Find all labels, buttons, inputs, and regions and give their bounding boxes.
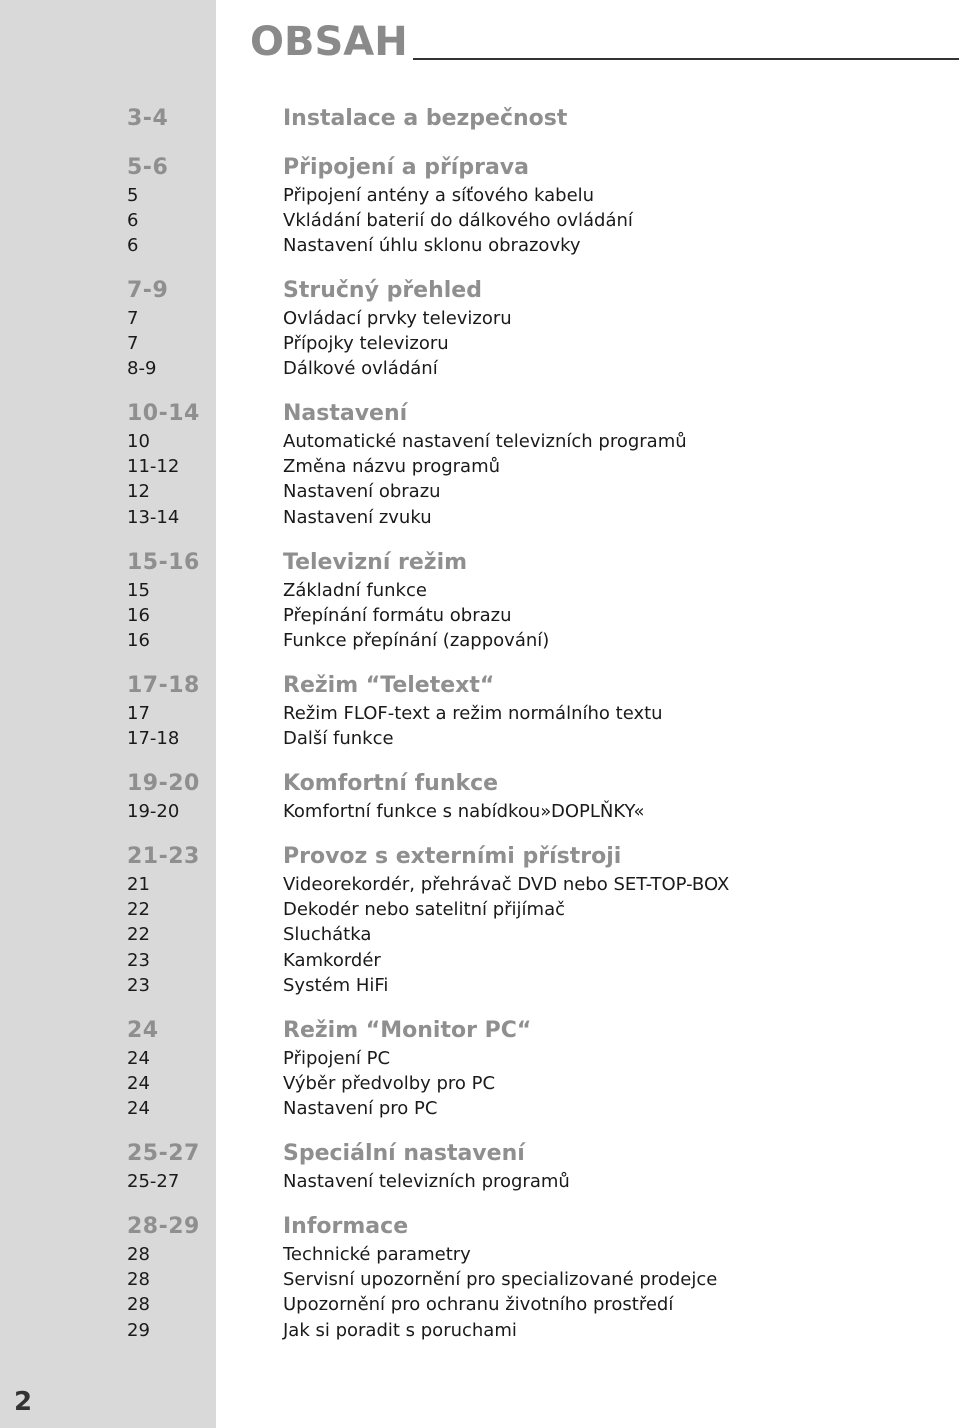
entry-page: 15	[127, 580, 150, 601]
toc-entry[interactable]	[0, 505, 960, 530]
section-heading[interactable]	[0, 276, 960, 301]
section-title: Režim “Monitor PC“	[283, 1018, 532, 1043]
toc-entry[interactable]	[0, 628, 960, 653]
section-heading[interactable]	[0, 1139, 960, 1164]
section-heading[interactable]	[0, 842, 960, 867]
section-title: Režim “Teletext“	[283, 673, 495, 698]
toc-entry[interactable]	[0, 799, 960, 824]
section-heading[interactable]	[0, 153, 960, 178]
toc-entry[interactable]	[0, 948, 960, 973]
section-heading[interactable]	[0, 1016, 960, 1041]
entry-page: 7	[127, 308, 139, 329]
section-title: Informace	[283, 1214, 409, 1239]
entry-page: 17-18	[127, 728, 180, 749]
page-title: OBSAH	[250, 19, 408, 65]
entry-page: 23	[127, 950, 150, 971]
entry-title: Připojení PC	[283, 1048, 391, 1069]
entry-page: 17	[127, 703, 150, 724]
toc-entry[interactable]	[0, 922, 960, 947]
entry-page: 19-20	[127, 801, 180, 822]
entry-page: 25-27	[127, 1171, 180, 1192]
toc-entry[interactable]	[0, 726, 960, 751]
section-title: Připojení a příprava	[283, 155, 529, 180]
entry-title: Režim FLOF-text a režim normálního textu	[283, 703, 663, 724]
entry-page: 28	[127, 1294, 150, 1315]
toc-entry[interactable]	[0, 356, 960, 381]
entry-title: Vkládání baterií do dálkového ovládání	[283, 210, 633, 231]
entry-page: 12	[127, 481, 150, 502]
toc-entry[interactable]	[0, 1242, 960, 1267]
section-pages: 25-27	[127, 1141, 200, 1166]
entry-title: Připojení antény a síťového kabelu	[283, 185, 595, 206]
toc-entry[interactable]	[0, 1046, 960, 1071]
toc-entry[interactable]	[0, 479, 960, 504]
section-pages: 15-16	[127, 550, 200, 575]
toc-entry[interactable]	[0, 1267, 960, 1292]
section-pages: 10-14	[127, 401, 200, 426]
entry-title: Ovládací prvky televizoru	[283, 308, 512, 329]
entry-page: 28	[127, 1244, 150, 1265]
entry-page: 10	[127, 431, 150, 452]
toc-entry[interactable]	[0, 603, 960, 628]
section-title: Nastavení	[283, 401, 408, 426]
entry-page: 22	[127, 924, 150, 945]
toc-entry[interactable]	[0, 208, 960, 233]
section-pages: 3-4	[127, 106, 169, 131]
entry-page: 16	[127, 630, 150, 651]
section-title: Speciální nastavení	[283, 1141, 525, 1166]
entry-title: Kamkordér	[283, 950, 381, 971]
section-title: Televizní režim	[283, 550, 468, 575]
entry-title: Nastavení obrazu	[283, 481, 441, 502]
toc-entry[interactable]	[0, 897, 960, 922]
entry-page: 23	[127, 975, 150, 996]
section-title: Stručný přehled	[283, 278, 482, 303]
entry-title: Základní funkce	[283, 580, 427, 601]
toc-entry[interactable]	[0, 331, 960, 356]
toc-entry[interactable]	[0, 1169, 960, 1194]
section-heading[interactable]	[0, 671, 960, 696]
toc-entry[interactable]	[0, 701, 960, 726]
entry-title: Nastavení televizních programů	[283, 1171, 570, 1192]
toc-entry[interactable]	[0, 872, 960, 897]
entry-title: Nastavení úhlu sklonu obrazovky	[283, 235, 581, 256]
toc-entry[interactable]	[0, 1096, 960, 1121]
entry-title: Upozornění pro ochranu životního prostředí	[283, 1294, 674, 1315]
entry-page: 24	[127, 1048, 150, 1069]
section-pages: 24	[127, 1018, 159, 1043]
entry-page: 28	[127, 1269, 150, 1290]
entry-title: Videorekordér, přehrávač DVD nebo SET-TOP-BOX	[283, 874, 730, 895]
section-pages: 21-23	[127, 844, 200, 869]
section-heading[interactable]	[0, 769, 960, 794]
entry-title: Změna názvu programů	[283, 456, 501, 477]
toc-entry[interactable]	[0, 233, 960, 258]
entry-page: 16	[127, 605, 150, 626]
section-pages: 17-18	[127, 673, 200, 698]
toc-entry[interactable]	[0, 1071, 960, 1096]
section-pages: 19-20	[127, 771, 200, 796]
section-pages: 5-6	[127, 155, 169, 180]
entry-title: Servisní upozornění pro specializované prodejce	[283, 1269, 718, 1290]
toc-entry[interactable]	[0, 973, 960, 998]
entry-title: Technické parametry	[283, 1244, 471, 1265]
entry-page: 6	[127, 235, 139, 256]
toc-entry[interactable]	[0, 183, 960, 208]
section-heading[interactable]	[0, 104, 960, 129]
entry-page: 5	[127, 185, 139, 206]
toc-entry[interactable]	[0, 306, 960, 331]
entry-page: 24	[127, 1073, 150, 1094]
entry-title: Nastavení pro PC	[283, 1098, 438, 1119]
entry-title: Dálkové ovládání	[283, 358, 438, 379]
section-title: Provoz s externími přístroji	[283, 844, 622, 869]
entry-title: Dekodér nebo satelitní přijímač	[283, 899, 566, 920]
section-pages: 28-29	[127, 1214, 200, 1239]
toc-entry[interactable]	[0, 578, 960, 603]
section-title: Komfortní funkce	[283, 771, 499, 796]
entry-title: Sluchátka	[283, 924, 372, 945]
entry-title: Přípojky televizoru	[283, 333, 449, 354]
toc-entry[interactable]	[0, 454, 960, 479]
entry-page: 6	[127, 210, 139, 231]
entry-title: Přepínání formátu obrazu	[283, 605, 512, 626]
toc-entry[interactable]	[0, 429, 960, 454]
entry-page: 29	[127, 1320, 150, 1341]
entry-title: Další funkce	[283, 728, 394, 749]
entry-page: 13-14	[127, 507, 180, 528]
entry-page: 22	[127, 899, 150, 920]
section-heading[interactable]	[0, 399, 960, 424]
section-heading[interactable]	[0, 1212, 960, 1237]
page-number: 2	[14, 1387, 33, 1417]
section-heading[interactable]	[0, 548, 960, 573]
entry-title: Komfortní funkce s nabídkou»DOPLŇKY«	[283, 801, 645, 822]
entry-title: Systém HiFi	[283, 975, 389, 996]
entry-page: 21	[127, 874, 150, 895]
entry-title: Automatické nastavení televizních programů	[283, 431, 687, 452]
toc-entry[interactable]	[0, 1292, 960, 1317]
entry-page: 24	[127, 1098, 150, 1119]
entry-page: 11-12	[127, 456, 180, 477]
entry-page: 8-9	[127, 358, 157, 379]
entry-page: 7	[127, 333, 139, 354]
entry-title: Nastavení zvuku	[283, 507, 432, 528]
entry-title: Funkce přepínání (zappování)	[283, 630, 550, 651]
entry-title: Jak si poradit s poruchami	[283, 1320, 517, 1341]
section-title: Instalace a bezpečnost	[283, 106, 568, 131]
toc-entry[interactable]	[0, 1318, 960, 1343]
section-pages: 7-9	[127, 278, 169, 303]
entry-title: Výběr předvolby pro PC	[283, 1073, 496, 1094]
